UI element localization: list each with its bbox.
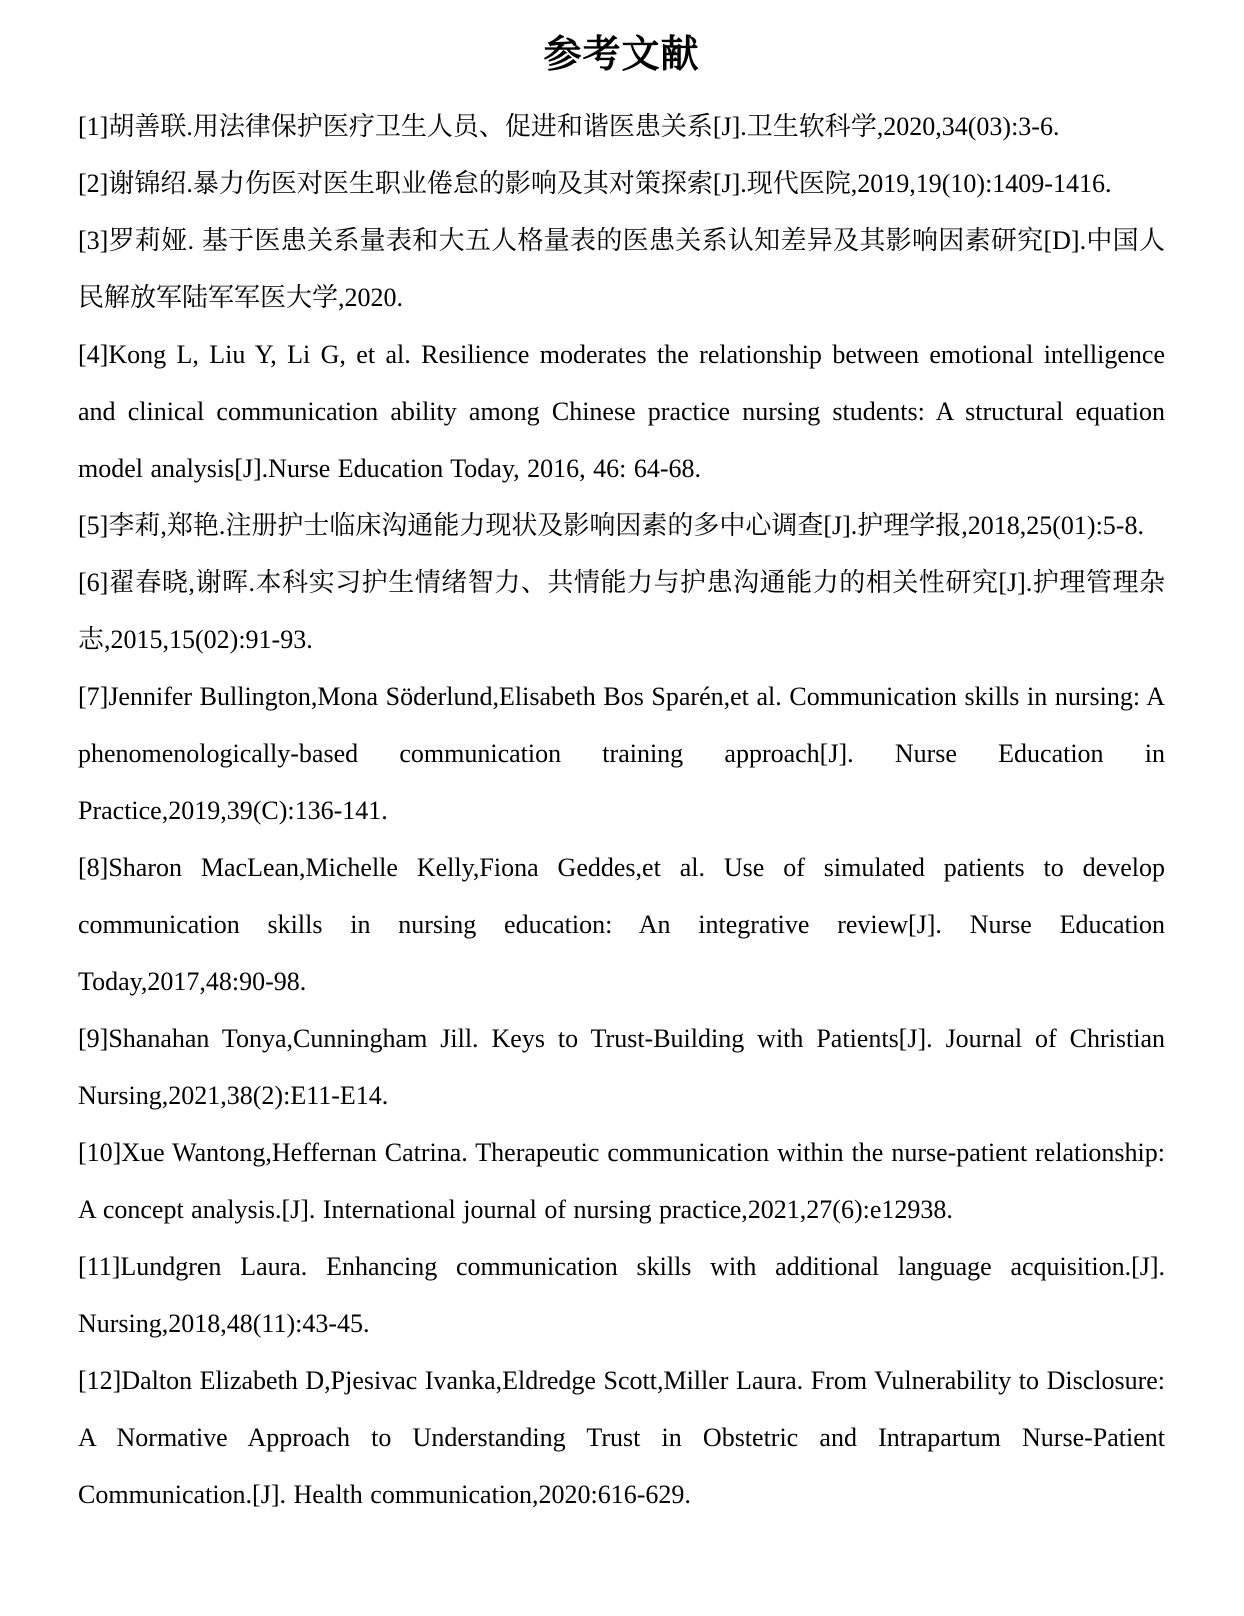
reference-item-2: [2]谢锦绍.暴力伤医对医生职业倦怠的影响及其对策探索[J].现代医院,2019,19(10):1409-1416. <box>78 169 1112 198</box>
reference-item-6: [6]翟春晓,谢晖.本科实习护生情绪智力、共情能力与护患沟通能力的相关性研究[J].护理管理杂志,2015,15(02):91-93. <box>78 568 1165 654</box>
reference-item-9: [9]Shanahan Tonya,Cunningham Jill. Keys to Trust-Building with Patients[J]. Journal of Christian Nursing,2021,38(2):E11-E14. <box>78 1024 1165 1110</box>
reference-item-1: [1]胡善联.用法律保护医疗卫生人员、促进和谐医患关系[J].卫生软科学,2020,34(03):3-6. <box>78 112 1060 141</box>
page-title: 参考文献 <box>543 32 700 76</box>
reference-item-3: [3]罗莉娅. 基于医患关系量表和大五人格量表的医患关系认知差异及其影响因素研究[D].中国人民解放军陆军军医大学,2020. <box>78 226 1165 312</box>
reference-item-10: [10]Xue Wantong,Heffernan Catrina. Therapeutic communication within the nurse-patient relationship: A concept analysis.[J]. International journal of nursing practice,2021,27(6):e12938. <box>78 1138 1165 1224</box>
reference-item-7: [7]Jennifer Bullington,Mona Söderlund,Elisabeth Bos Sparén,et al. Communication skills in nursing: A phenomenologically-based communication training approach[J]. Nurse Education in Practice,2019,39(C):136-141. <box>78 682 1165 825</box>
reference-item-11: [11]Lundgren Laura. Enhancing communication skills with additional language acquisition.[J]. Nursing,2018,48(11):43-45. <box>78 1252 1165 1338</box>
reference-item-12: [12]Dalton Elizabeth D,Pjesivac Ivanka,Eldredge Scott,Miller Laura. From Vulnerability to Disclosure: A Normative Approach to Understanding Trust in Obstetric and Intrapartum Nurse-Patient Communication.[J]. Health communication,2020:616-629. <box>78 1366 1165 1509</box>
reference-item-5: [5]李莉,郑艳.注册护士临床沟通能力现状及影响因素的多中心调查[J].护理学报,2018,25(01):5-8. <box>78 511 1144 540</box>
references-list <box>78 98 1165 1523</box>
reference-item-4: [4]Kong L, Liu Y, Li G, et al. Resilience moderates the relationship between emotional intelligence and clinical communication ability among Chinese practice nursing students: A structural equation model analysis[J].Nurse Education Today, 2016, 46: 64-68. <box>78 340 1165 483</box>
reference-item-8: [8]Sharon MacLean,Michelle Kelly,Fiona Geddes,et al. Use of simulated patients to develop communication skills in nursing education: An integrative review[J]. Nurse Education Today,2017,48:90-98. <box>78 853 1165 996</box>
